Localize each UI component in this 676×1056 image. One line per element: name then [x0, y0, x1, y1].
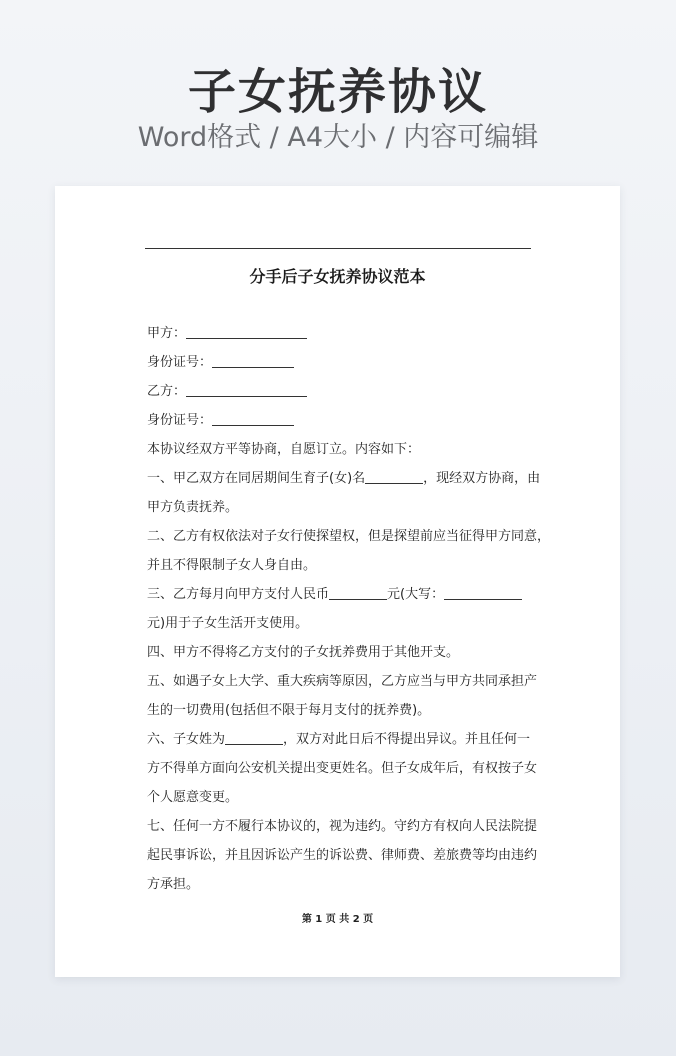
document-page	[55, 186, 620, 977]
amount-blank[interactable]	[329, 585, 387, 600]
clause-3-text-b: 元(大写：	[387, 587, 445, 602]
clause-2-line-2: 并且不得限制子女人身自由。	[147, 558, 317, 573]
intro-line: 本协议经双方平等协商，自愿订立。内容如下：	[147, 442, 421, 457]
party-a-line	[147, 319, 535, 348]
clause-6-line-1	[147, 725, 535, 754]
id-b-line	[147, 406, 535, 435]
party-a-label: 甲方：	[147, 326, 187, 341]
clause-1-line-2: 甲方负责抚养。	[147, 500, 239, 515]
id-a-label: 身份证号：	[147, 355, 213, 370]
clause-6-text-a: 六、子女姓为	[147, 732, 226, 747]
clause-6-text-b: ，双方对此日后不得提出异议。并且任何一	[283, 732, 531, 747]
party-a-blank[interactable]	[186, 324, 307, 339]
banner-title: 子女抚养协议	[187, 64, 488, 120]
party-b-line	[147, 377, 535, 406]
clause-5-line-1: 五、如遇子女上大学、重大疾病等原因，乙方应当与甲方共同承担产	[147, 674, 538, 689]
amount-uppercase-blank[interactable]	[444, 585, 522, 600]
clause-7-line-2: 起民事诉讼，并且因诉讼产生的诉讼费、律师费、差旅费等均由违约	[147, 848, 538, 863]
id-b-label: 身份证号：	[147, 413, 213, 428]
document-body	[147, 319, 551, 899]
banner-subtitle: Word格式 / A4大小 / 内容可编辑	[137, 122, 539, 153]
clause-4-line-1: 四、甲方不得将乙方支付的子女抚养费用于其他开支。	[147, 645, 460, 660]
id-b-blank[interactable]	[212, 411, 294, 426]
clause-3-line-1	[147, 580, 535, 609]
page-number: 第 1 页 共 2 页	[301, 914, 374, 925]
clause-6-line-2: 方不得单方面向公安机关提出变更姓名。但子女成年后，有权按子女	[147, 761, 538, 776]
id-a-blank[interactable]	[212, 353, 294, 368]
clause-2-line-1: 二、乙方有权依法对子女行使探望权，但是探望前应当征得甲方同意，	[147, 529, 551, 544]
child-name-blank[interactable]	[365, 469, 423, 484]
header-rule	[145, 248, 531, 249]
clause-3-text-a: 三、乙方每月向甲方支付人民币	[147, 587, 330, 602]
clause-6-line-3: 个人愿意变更。	[147, 790, 239, 805]
clause-7-line-3: 方承担。	[147, 877, 200, 892]
party-b-label: 乙方：	[147, 384, 187, 399]
party-b-blank[interactable]	[186, 382, 307, 397]
clause-5-line-2: 生的一切费用(包括但不限于每月支付的抚养费)。	[147, 703, 431, 718]
id-a-line	[147, 348, 535, 377]
document-title: 分手后子女抚养协议范本	[249, 267, 426, 286]
surname-blank[interactable]	[225, 730, 283, 745]
clause-1-line-1	[147, 464, 541, 493]
clause-1-text-b: ，现经双方协商，由	[423, 471, 541, 486]
clause-1-text-a: 一、甲乙双方在同居期间生育子(女)名	[147, 471, 366, 486]
clause-7-line-1: 七、任何一方不履行本协议的，视为违约。守约方有权向人民法院提	[147, 819, 538, 834]
clause-3-line-2: 元)用于子女生活开支使用。	[147, 616, 309, 631]
